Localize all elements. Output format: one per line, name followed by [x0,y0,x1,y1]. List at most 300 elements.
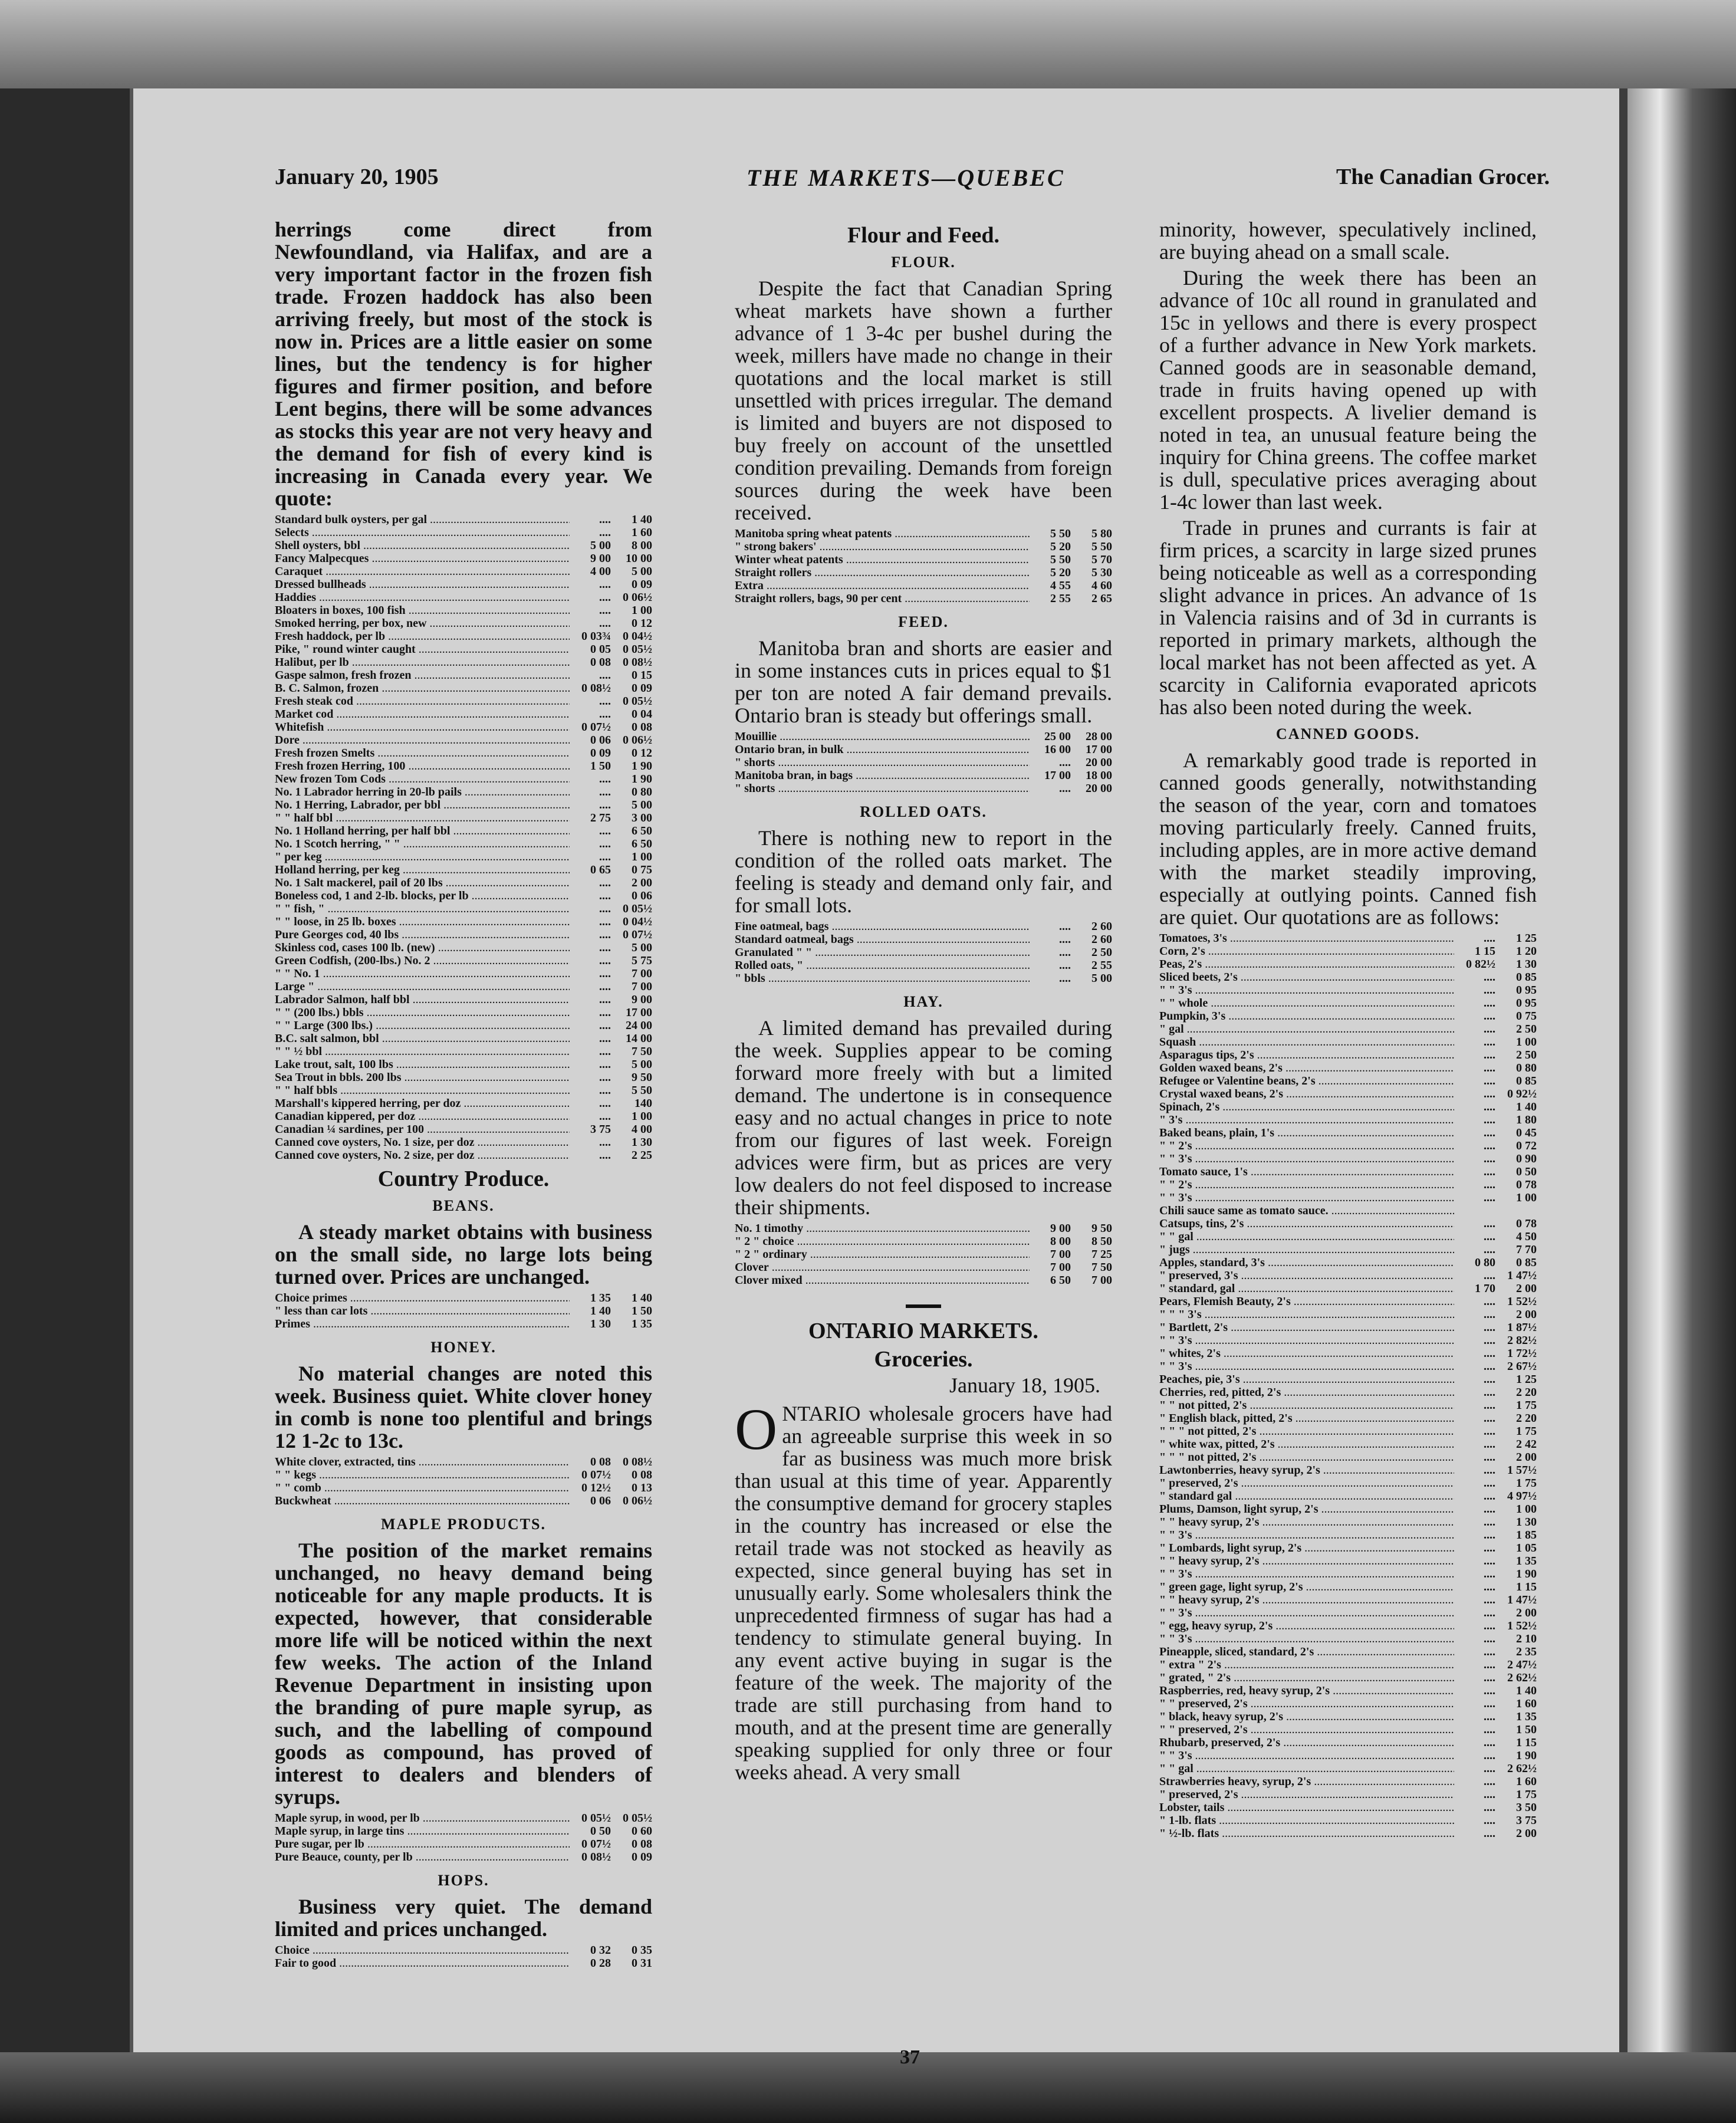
price-item-label: " " (200 lbs.) bbls ..... [275,1006,570,1019]
price-row [275,954,652,967]
price-row [1159,971,1537,984]
hops-heading: HOPS. [438,1872,489,1889]
price-low: .... [1484,1516,1495,1529]
fish-intro-text: herrings come direct from Newfoundland, via Halifax, and are a very important factor in the frozen fish trade. Frozen haddock has also been arriving freely, but most of the stock is now in. Prices are a little easier on some lines, but the tendency is for higher figures and firmer position, and before Lent begins, there will be some advances as stocks this year are not very heavy and the demand for fish of every kind is increasing in Canada every year. We quote: [275,218,652,510]
price-row [735,933,1112,946]
price-row [275,1136,652,1149]
price-low: .... [599,1045,611,1058]
price-item-label: " " gal ..... [1159,1230,1454,1243]
price-item-label: No. 1 Holland herring, per half bbl ..... [275,824,570,837]
price-row [1159,1178,1537,1191]
price-item-label: Large " ..... [275,980,570,993]
price-item-label: " 2 " choice ..... [735,1235,1030,1248]
price-row [275,734,652,747]
price-high: 1 50 [1516,1723,1537,1736]
price-low: .... [1484,1580,1495,1593]
price-item-label: Pears, Flemish Beauty, 2's ..... [1159,1295,1454,1308]
price-low: 0 08 [590,656,611,669]
price-low: .... [599,915,611,928]
price-row [1159,1282,1537,1295]
price-high: 6 50 [632,837,652,850]
beans-text: A steady market obtains with business on the small side, no large lots being turned over. Prices are unchanged. [275,1220,652,1289]
price-high: 1 60 [632,526,652,539]
price-item-label: " " gal ..... [1159,1762,1454,1775]
price-row [1159,1399,1537,1412]
price-row [1159,1658,1537,1671]
price-low: .... [599,604,611,617]
price-row [1159,1204,1537,1217]
price-row [1159,1087,1537,1100]
price-item-label: Sliced beets, 2's ..... [1159,971,1454,984]
price-item-label: " " 3's ..... [1159,1567,1454,1580]
price-item-label: Standard bulk oysters, per gal ..... [275,513,570,526]
price-low: .... [599,928,611,941]
price-row [1159,1010,1537,1023]
flour-price-table [735,527,1112,605]
price-item-label: Choice primes ..... [275,1291,570,1304]
price-high: 0 07½ [623,928,652,941]
price-low: 0 50 [590,1825,611,1838]
price-high: 7 25 [1091,1248,1112,1261]
price-high: 2 25 [632,1149,652,1162]
price-high: 1 40 [632,1291,652,1304]
price-row [735,566,1112,579]
price-low: 1 30 [590,1317,611,1330]
price-high: 1 05 [1516,1542,1537,1555]
price-item-label: Boneless cod, 1 and 2-lb. blocks, per lb ..... [275,889,570,902]
price-item-label: No. 1 Labrador herring in 20-lb pails ..... [275,786,570,798]
price-low: .... [1484,1178,1495,1191]
price-high: 7 00 [1091,1274,1112,1287]
price-high: 2 00 [1516,1827,1537,1840]
price-high: 9 50 [632,1071,652,1084]
price-row [1159,1788,1537,1801]
price-low: 1 35 [590,1291,611,1304]
price-item-label: " " preserved, 2's ..... [1159,1697,1454,1710]
price-high: 1 40 [1516,1100,1537,1113]
price-item-label: Clover mixed ..... [735,1274,1030,1287]
price-item-label: Corn, 2's ..... [1159,945,1454,958]
price-row [275,1291,652,1304]
price-row [275,811,652,824]
price-high: 2 00 [1516,1308,1537,1321]
price-low: .... [1484,1412,1495,1425]
price-low: .... [1484,1087,1495,1100]
price-item-label: Maple syrup, in large tins ..... [275,1825,570,1838]
price-row [1159,1775,1537,1788]
price-high: 1 47½ [1507,1269,1537,1282]
price-row [1159,1386,1537,1399]
price-item-label: " grated, " 2's ..... [1159,1671,1454,1684]
price-high: 2 50 [1516,1023,1537,1036]
price-item-label: " green gage, light syrup, 2's ..... [1159,1580,1454,1593]
price-item-label: Clover ..... [735,1261,1030,1274]
price-low: 9 00 [590,552,611,565]
price-item-label: " " 3's ..... [1159,1632,1454,1645]
price-item-label: Whitefish ..... [275,721,570,734]
price-item-label: Marshall's kippered herring, per doz ..... [275,1097,570,1110]
price-low: .... [1484,1555,1495,1567]
price-item-label: " jugs ..... [1159,1243,1454,1256]
price-row [275,656,652,669]
price-item-label: Fair to good ..... [275,1957,570,1970]
price-row [275,1317,652,1330]
price-row [735,1248,1112,1261]
price-item-label: " ½-lb. flats ..... [1159,1827,1454,1840]
price-low: 5 50 [1050,553,1071,566]
price-high: 1 30 [632,1136,652,1149]
price-high: 3 75 [1516,1814,1537,1827]
price-high: 0 09 [632,578,652,591]
price-high: 1 52½ [1507,1295,1537,1308]
price-low: .... [1484,1697,1495,1710]
price-item-label: Manitoba spring wheat patents ..... [735,527,1030,540]
price-high: 2 35 [1516,1645,1537,1658]
price-low: 0 65 [590,863,611,876]
price-row [1159,997,1537,1010]
price-low: .... [599,773,611,786]
price-item-label: " black, heavy syrup, 2's ..... [1159,1710,1454,1723]
price-high: 4 60 [1091,579,1112,592]
price-low: .... [599,902,611,915]
price-item-label: " whites, 2's ..... [1159,1347,1454,1360]
price-low: .... [1484,1490,1495,1503]
price-low: .... [1484,1139,1495,1152]
price-item-label: Labrador Salmon, half bbl ..... [275,993,570,1006]
price-low: .... [599,1006,611,1019]
price-item-label: Tomatoes, 3's ..... [1159,932,1454,945]
price-item-label: Selects ..... [275,526,570,539]
price-low: .... [1484,1113,1495,1126]
price-item-label: Canned cove oysters, No. 1 size, per doz ..... [275,1136,570,1149]
price-item-label: Gaspe salmon, fresh frozen ..... [275,669,570,682]
price-high: 140 [634,1097,652,1110]
price-item-label: Tomato sauce, 1's ..... [1159,1165,1454,1178]
price-item-label: Fine oatmeal, bags ..... [735,920,1030,933]
price-item-label: Spinach, 2's ..... [1159,1100,1454,1113]
price-high: 0 15 [632,669,652,682]
price-low: .... [599,941,611,954]
price-low: .... [1059,782,1071,795]
price-item-label: White clover, extracted, tins ..... [275,1455,570,1468]
price-high: 0 60 [632,1825,652,1838]
column-1 [275,218,652,1976]
price-item-label: Buckwheat ..... [275,1494,570,1507]
price-low: 0 06 [590,734,611,747]
price-item-label: Skinless cod, cases 100 lb. (new) ..... [275,941,570,954]
price-item-label: Haddies ..... [275,591,570,604]
price-high: 4 50 [1516,1230,1537,1243]
price-high: 0 13 [632,1481,652,1494]
price-high: 2 62½ [1507,1671,1537,1684]
price-high: 3 50 [1516,1801,1537,1814]
price-high: 2 50 [1516,1049,1537,1062]
price-item-label: Pure Georges cod, 40 lbs ..... [275,928,570,941]
price-item-label: Strawberries heavy, syrup, 2's ..... [1159,1775,1454,1788]
price-low: 1 50 [590,760,611,773]
hops-text: Business very quiet. The demand limited and prices unchanged. [275,1895,652,1941]
price-low: 9 00 [1050,1222,1071,1235]
price-item-label: " " 3's ..... [1159,1360,1454,1373]
price-row [1159,932,1537,945]
price-item-label: " " not pitted, 2's ..... [1159,1399,1454,1412]
price-low: 0 08½ [581,682,611,695]
price-row [275,786,652,798]
price-row [1159,1243,1537,1256]
price-row [275,1957,652,1970]
price-row [275,1071,652,1084]
column-3 [1159,218,1537,1846]
price-high: 2 42 [1516,1438,1537,1451]
price-high: 2 65 [1091,592,1112,605]
price-low: .... [599,1136,611,1149]
price-low: .... [1484,1801,1495,1814]
price-item-label: Sea Trout in bbls. 200 lbs ..... [275,1071,570,1084]
price-low: .... [599,591,611,604]
price-low: .... [1484,1827,1495,1840]
price-item-label: " " 3's ..... [1159,1334,1454,1347]
price-item-label: " " ½ bbl ..... [275,1045,570,1058]
price-item-label: Peas, 2's ..... [1159,958,1454,971]
price-high: 1 90 [632,773,652,786]
price-row [275,747,652,760]
feed-price-table [735,730,1112,795]
price-row [1159,1749,1537,1762]
price-high: 1 85 [1516,1529,1537,1542]
price-row [275,708,652,721]
price-high: 0 75 [632,863,652,876]
price-high: 0 05½ [623,1812,652,1825]
price-high: 20 00 [1086,782,1112,795]
price-row [275,1944,652,1957]
price-low: .... [1484,1036,1495,1049]
price-row [735,540,1112,553]
price-row [1159,1464,1537,1477]
price-low: .... [1484,1347,1495,1360]
canned-goods-heading: CANNED GOODS. [1275,725,1421,742]
price-low: .... [599,1110,611,1123]
price-high: 1 00 [1516,1191,1537,1204]
price-row [275,967,652,980]
price-low: .... [1484,1230,1495,1243]
price-row [1159,1632,1537,1645]
price-row [275,1084,652,1097]
price-item-label: Golden waxed beans, 2's ..... [1159,1062,1454,1074]
price-item-label: " " preserved, 2's ..... [1159,1723,1454,1736]
price-low: .... [1484,1645,1495,1658]
price-item-label: New frozen Tom Cods ..... [275,773,570,786]
price-low: 0 05½ [581,1812,611,1825]
price-high: 0 75 [1516,1010,1537,1023]
scan-bottom-edge [0,2052,1736,2123]
price-high: 1 52½ [1507,1619,1537,1632]
dateline: January 18, 1905. [949,1373,1100,1397]
groceries-body: NTARIO wholesale grocers have had an agreeable surprise this week in so far as business was much more brisk than usual at this time of year. Apparently the consumptive demand for grocery staples in the country has increased or else the retail trade was not stocked as heavily as expected, since general buying has set in unusually early. Some wholesalers think the unprecedented firmness of sugar has had a tendency to stimulate general buying. In any event active buying in sugar is the feature of the week. The majority of the trade are still purchasing from hand to mouth, and at the present time are generally speaking supplied for only three or four weeks ahead. A very small [735,1402,1112,1784]
price-item-label: " shorts ..... [735,756,1030,769]
scan-shadow [0,0,1736,88]
rolled-oats-heading: ROLLED OATS. [860,803,987,820]
price-high: 1 15 [1516,1736,1537,1749]
price-high: 1 40 [1516,1684,1537,1697]
price-row [275,773,652,786]
price-row [275,824,652,837]
price-row [275,591,652,604]
price-low: .... [1484,932,1495,945]
price-high: 5 00 [632,941,652,954]
price-high: 1 00 [1516,1503,1537,1516]
hay-heading: HAY. [903,993,943,1010]
price-item-label: Dore ..... [275,734,570,747]
price-item-label: Ontario bran, in bulk ..... [735,743,1030,756]
price-low: .... [1484,1710,1495,1723]
price-row [1159,1542,1537,1555]
newspaper-page [130,88,1628,2068]
price-high: 1 75 [1516,1477,1537,1490]
price-row [275,1006,652,1019]
price-high: 17 00 [626,1006,652,1019]
price-row [1159,1321,1537,1334]
price-low: .... [1484,1126,1495,1139]
price-row [1159,1295,1537,1308]
price-row [1159,1139,1537,1152]
price-low: 1 15 [1475,945,1495,958]
price-high: 9 00 [632,993,652,1006]
price-low: .... [599,708,611,721]
fish-price-table [275,513,652,1162]
price-row [1159,1736,1537,1749]
feed-text: Manitoba bran and shorts are easier and in some instances cuts in prices equal to $1 per ton are noted A fair demand prevails. Ontario bran is steady but offerings small. [735,636,1112,727]
price-high: 9 50 [1091,1222,1112,1235]
groceries-heading: Groceries. [874,1347,973,1372]
price-row [275,721,652,734]
price-row [735,579,1112,592]
price-item-label: Rolled oats, " ..... [735,959,1030,972]
price-item-label: " English black, pitted, 2's ..... [1159,1412,1454,1425]
price-low: .... [1484,1464,1495,1477]
price-low: .... [1484,1632,1495,1645]
price-high: 0 04½ [623,915,652,928]
price-item-label: Straight rollers, bags, 90 per cent ..... [735,592,1030,605]
price-row [275,1851,652,1864]
price-low: 0 05 [590,643,611,656]
price-low: 7 00 [1050,1261,1071,1274]
price-item-label: Canadian ¼ sardines, per 100 ..... [275,1123,570,1136]
price-low: 2 55 [1050,592,1071,605]
price-high: 2 00 [1516,1451,1537,1464]
price-row [735,946,1112,959]
page-title: THE MARKETS—QUEBEC [747,165,1065,191]
price-row [275,941,652,954]
price-low: 2 75 [590,811,611,824]
price-low: .... [599,526,611,539]
price-low: .... [1484,1152,1495,1165]
price-row [1159,958,1537,971]
price-row [735,743,1112,756]
price-low: .... [1484,1191,1495,1204]
price-high: 2 60 [1091,920,1112,933]
price-item-label: " " " not pitted, 2's ..... [1159,1425,1454,1438]
price-item-label: " " heavy syrup, 2's ..... [1159,1593,1454,1606]
price-row [275,850,652,863]
hops-price-table [275,1944,652,1970]
price-low: .... [1484,1074,1495,1087]
price-high: 0 80 [632,786,652,798]
price-row [735,730,1112,743]
price-high: 5 50 [632,1084,652,1097]
book-edge [1628,88,1736,2123]
price-row [275,889,652,902]
price-item-label: Plums, Damson, light syrup, 2's ..... [1159,1503,1454,1516]
price-high: 18 00 [1086,769,1112,782]
price-high: 1 75 [1516,1399,1537,1412]
price-row [275,1149,652,1162]
price-low: .... [1484,1736,1495,1749]
section-divider [906,1304,941,1308]
flour-text: Despite the fact that Canadian Spring wheat markets have shown a further advance of 1 3-4c per bushel during the week, millers have made no change in their quotations and the local market is still unsettled with prices irregular. The demand is limited and buyers are not disposed to buy freely on account of the unsettled condition prevailing. Demands from foreign sources during the week have been received. [735,277,1112,524]
price-low: .... [1059,920,1071,933]
price-low: .... [1484,1684,1495,1697]
price-high: 1 35 [632,1317,652,1330]
price-high: 0 06½ [623,1494,652,1507]
price-item-label: Fresh frozen Herring, 100 ..... [275,760,570,773]
flour-feed-heading: Flour and Feed. [847,223,999,248]
price-high: 3 00 [632,811,652,824]
price-high: 1 57½ [1507,1464,1537,1477]
price-row [1159,1334,1537,1347]
price-item-label: " Bartlett, 2's ..... [1159,1321,1454,1334]
honey-price-table [275,1455,652,1507]
price-low: 17 00 [1044,769,1071,782]
price-low: .... [599,695,611,708]
flour-heading: FLOUR. [891,254,956,271]
price-low: .... [1484,997,1495,1010]
price-high: 1 90 [632,760,652,773]
price-row [275,578,652,591]
beans-heading: BEANS. [432,1197,495,1214]
price-high: 1 35 [1516,1710,1537,1723]
price-row [735,1222,1112,1235]
price-row [1159,1230,1537,1243]
issue-date: January 20, 1905 [275,165,439,189]
price-high: 2 55 [1091,959,1112,972]
price-low: 0 08½ [581,1851,611,1864]
price-low: .... [1484,1321,1495,1334]
price-row [1159,1308,1537,1321]
price-item-label: Maple syrup, in wood, per lb ..... [275,1812,570,1825]
price-item-label: Dressed bullheads ..... [275,578,570,591]
price-item-label: " " half bbl ..... [275,811,570,824]
price-low: 0 07½ [581,721,611,734]
price-item-label: Pike, " round winter caught ..... [275,643,570,656]
price-item-label: " " loose, in 25 lb. boxes ..... [275,915,570,928]
price-low: .... [599,786,611,798]
price-row [1159,1827,1537,1840]
price-high: 28 00 [1086,730,1112,743]
price-row [1159,1567,1537,1580]
price-row [1159,1671,1537,1684]
honey-heading: HONEY. [430,1339,497,1356]
price-item-label: Lobster, tails ..... [1159,1801,1454,1814]
price-row [275,630,652,643]
price-high: 0 78 [1516,1217,1537,1230]
price-high: 2 82½ [1507,1334,1537,1347]
price-item-label: Caraquet ..... [275,565,570,578]
price-high: 5 80 [1091,527,1112,540]
price-row [1159,1580,1537,1593]
price-high: 1 00 [632,1110,652,1123]
price-row [735,592,1112,605]
price-row [1159,1555,1537,1567]
